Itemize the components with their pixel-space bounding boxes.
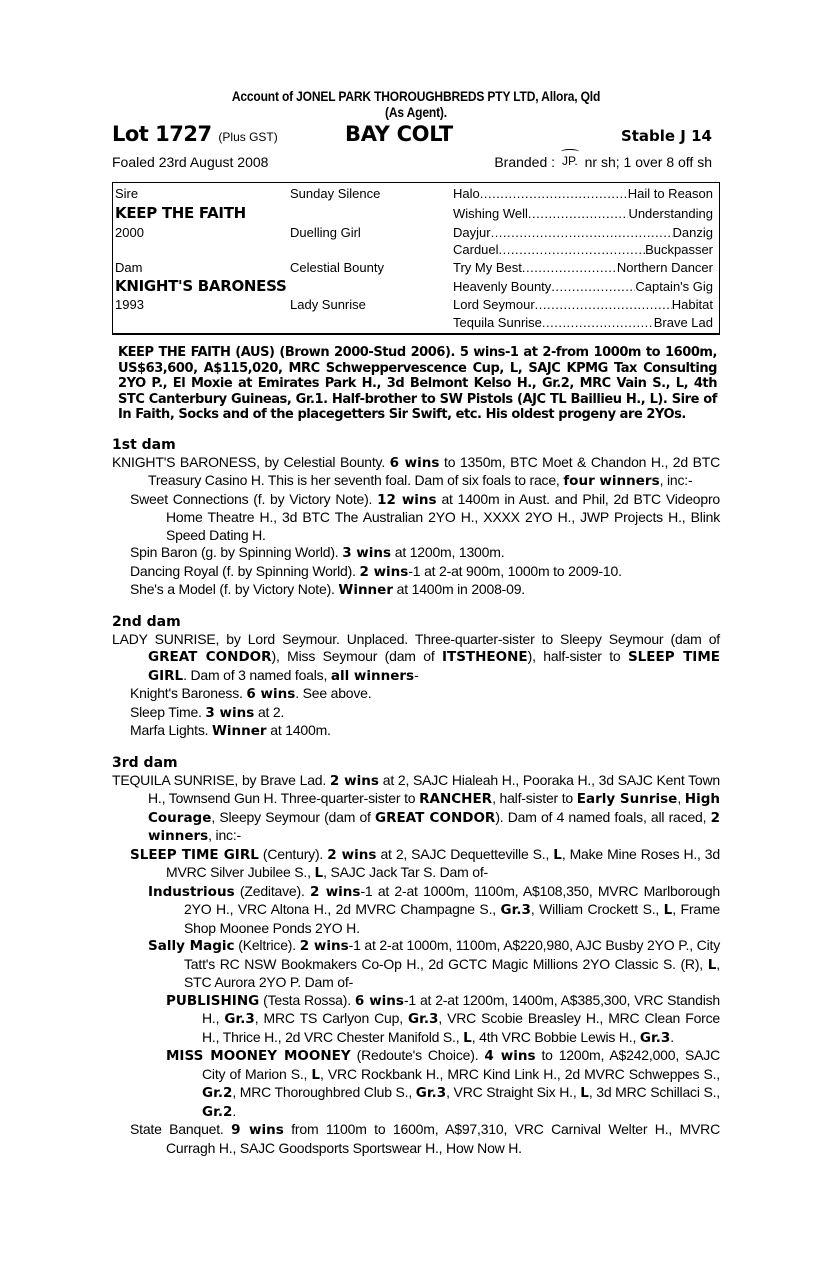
dam-name: KNIGHT'S BARONESS: [115, 277, 287, 295]
progeny-entry: MISS MOONEY MOONEY (Redoute's Choice). 4 wins to 1200m, A$242,000, SAJC City of Marion S., L, VRC Rockbank H., MRC Kind Link H., 2d MVRC Schweppes S., Gr.2, MRC Thoroughbred Club S., Gr.3, VRC Straight Six H., L, 3d MRC Schillaci S., Gr.2.: [166, 1047, 721, 1120]
progeny-entry: Spin Baron (g. by Spinning World). 3 wins at 1200m, 1300m.: [130, 544, 505, 561]
great-grandparent-row: Dayjur ..... Danzig: [453, 225, 713, 241]
lot-number: [112, 122, 278, 146]
great-grandparent-row: Tequila Sunrise ..... Brave Lad: [453, 315, 713, 331]
progeny-entry: Knight's Baroness. 6 wins. See above.: [130, 685, 372, 702]
section-title: 3rd dam: [112, 754, 178, 771]
account-line: Account of JONEL PARK THOROUGHBREDS PTY LTD, Allora, Qld: [231, 88, 601, 104]
dam-dam: Lady Sunrise: [290, 297, 366, 312]
sire-label: Sire: [115, 186, 139, 201]
sire-name: KEEP THE FAITH: [115, 204, 246, 222]
lot-label: Lot 1727: [112, 122, 212, 146]
great-grandparent-row: Heavenly Bounty ..... Captain's Gig: [453, 279, 713, 295]
brand-mark-icon: JP.: [559, 154, 581, 168]
great-grandparent-row: Lord Seymour ..... Habitat: [453, 297, 713, 313]
progeny-entry: Sweet Connections (f. by Victory Note). 12 wins at 1400m in Aust. and Phil, 2d BTC Videopro Home Theatre H., 3d BTC The Australian 2YO H., XXXX 2YO H., JWP Projects H., Blink Speed Dating H.: [130, 490, 721, 543]
great-grandparent-row: Halo ..... Hail to Reason: [453, 186, 713, 202]
brand-detail: nr sh; 1 over 8 off sh: [584, 154, 712, 170]
horse-description: BAY COLT: [345, 122, 453, 146]
dam-sire: Celestial Bounty: [290, 260, 384, 275]
dam-entry: LADY SUNRISE, by Lord Seymour. Unplaced. Three-quarter-sister to Sleepy Seymour (dam of GREAT CONDOR), Miss Seymour (dam of ITSTHEONE), half-sister to SLEEP TIME GIRL. Dam of 3 named foals, all winners-: [112, 630, 720, 684]
great-grandparent-row: Wishing Well ..... Understanding: [453, 206, 713, 222]
sire-dam: Duelling Girl: [290, 225, 361, 240]
dam-section: [112, 614, 720, 741]
pedigree-table: [112, 182, 720, 335]
vendor-account: [155, 88, 678, 120]
foal-brand-row: [112, 154, 720, 178]
great-grandparent-row: Try My Best ..... Northern Dancer: [453, 260, 713, 276]
sire-sire: Sunday Silence: [290, 186, 381, 201]
dam-entry: TEQUILA SUNRISE, by Brave Lad. 2 wins at 2, SAJC Hialeah H., Pooraka H., 3d SAJC Kent Town H., Townsend Gun H. Three-quarter-sister to RANCHER, half-sister to Early Sunrise, High Courage, Sleepy Seymour (dam of GREAT CONDOR). Dam of 4 named foals, all raced, 2 winners, inc:-: [112, 771, 720, 844]
progeny-entry: PUBLISHING (Testa Rossa). 6 wins-1 at 2-at 1200m, 1400m, A$385,300, VRC Standish H., Gr.3, MRC TS Carlyon Cup, Gr.3, VRC Scobie Breasley H., MRC Clean Force H., Thrice H., 2d VRC Chester Manifold S., L, 4th VRC Bobbie Lewis H., Gr.3.: [166, 991, 721, 1046]
dam-label: Dam: [115, 260, 143, 275]
progeny-entry: SLEEP TIME GIRL (Century). 2 wins at 2, SAJC Dequetteville S., L, Make Mine Roses H., 3d MVRC Silver Jubilee S., L, SAJC Jack Tar S. Dam of-: [130, 845, 720, 881]
progeny-entry: She's a Model (f. by Victory Note). Winner at 1400m in 2008-09.: [130, 581, 525, 598]
dam-section: [112, 437, 720, 600]
branded-label: Branded :: [494, 154, 556, 170]
dam-sections: [112, 437, 720, 1158]
brand-info: [494, 154, 712, 170]
great-grandparent-row: Carduel ..... Buckpasser: [453, 242, 713, 258]
foaled-date: Foaled 23rd August 2008: [112, 154, 269, 170]
progeny-entry: Marfa Lights. Winner at 1400m.: [130, 722, 331, 739]
agent-line: (As Agent).: [385, 104, 447, 120]
section-title: 2nd dam: [112, 613, 181, 630]
section-title: 1st dam: [112, 436, 176, 453]
catalogue-page: [112, 88, 720, 1157]
lot-header: [112, 122, 720, 148]
progeny-entry: Industrious (Zeditave). 2 wins-1 at 2-at 1000m, 1100m, A$108,350, MVRC Marlborough 2YO H., VRC Altona H., 2d MVRC Champagne S., Gr.3, William Crockett S., L, Frame Shop Moonee Ponds 2YO H.: [148, 882, 721, 936]
sire-year: 2000: [115, 225, 144, 240]
dam-year: 1993: [115, 297, 144, 312]
stable-number: Stable J 14: [620, 127, 712, 145]
progeny-entry: Sally Magic (Keltrice). 2 wins-1 at 2-at 1000m, 1100m, A$220,980, AJC Busby 2YO P., City Tatt's RC NSW Bookmakers Co-Op H., 2d GCTC Magic Millions 2YO Classic S. (R), L, STC Aurora 2YO P. Dam of-: [148, 937, 720, 990]
progeny-entry: Sleep Time. 3 wins at 2.: [130, 703, 285, 721]
progeny-entry: Dancing Royal (f. by Spinning World). 2 wins-1 at 2-at 900m, 1000m to 2009-10.: [130, 562, 622, 580]
dam-entry: KNIGHT'S BARONESS, by Celestial Bounty. 6 wins to 1350m, BTC Moet & Chandon H., 2d BTC Treasury Casino H. This is her seventh foal. Dam of six foals to race, four winners, inc:-: [112, 453, 720, 489]
gst-note: (Plus GST): [218, 130, 278, 144]
dam-section: [112, 755, 720, 1158]
progeny-entry: State Banquet. 9 wins from 1100m to 1600m, A$97,310, VRC Carnival Welter H., MVRC Curragh H., SAJC Goodsports Sportswear H., How Now H.: [130, 1121, 720, 1156]
sire-summary: KEEP THE FAITH (AUS) (Brown 2000-Stud 2006). 5 wins-1 at 2-from 1000m to 1600m, US$63,600, A$115,020, MRC Schweppervescence Cup, L, SAJC KPMG Tax Consulting 2YO P., El Moxie at Emirates Park H., 3d Belmont Kelso H., Gr.2, MRC Vain S., L, 4th STC Canterbury Guineas, Gr.1. Half-brother to SW Pistols (AJC TL Baillieu H., L). Sire of In Faith, Socks and of the placegetters Sir Swift, etc. His oldest progeny are 2YOs.: [118, 345, 717, 422]
